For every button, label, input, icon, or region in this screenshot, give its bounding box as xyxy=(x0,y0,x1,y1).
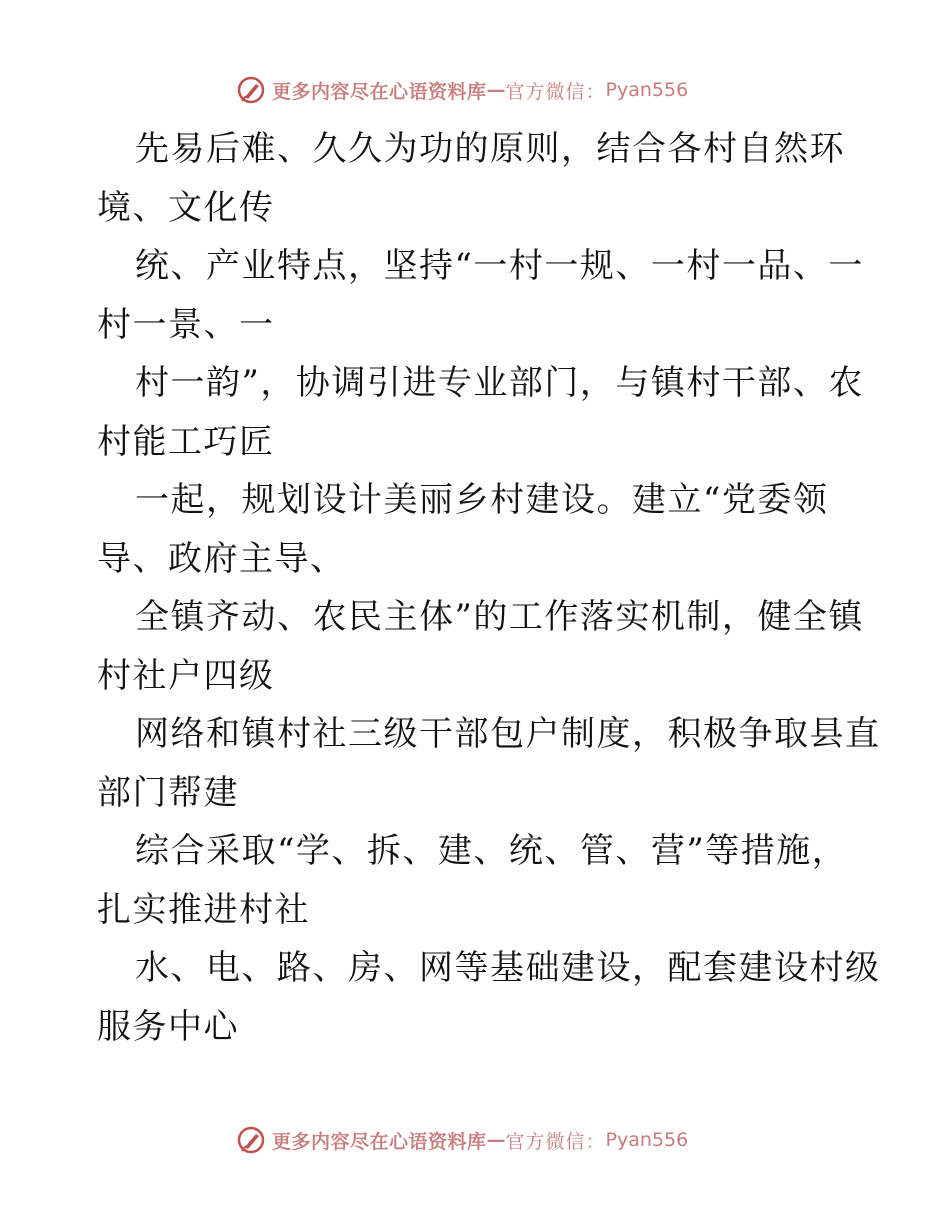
watermark-account-id: Pyan556 xyxy=(605,1129,689,1151)
watermark-dash: — xyxy=(486,79,506,101)
text-line: 一起，规划设计美丽乡村建设。建立“党委领 xyxy=(135,480,829,520)
text-line: 服务中心 xyxy=(97,1006,239,1047)
text-line: 村一景、一 xyxy=(97,304,275,345)
document-body xyxy=(97,120,887,1056)
quill-logo-icon xyxy=(236,1125,266,1155)
text-line: 境、文化传 xyxy=(97,187,275,228)
text-line: 村能工巧匠 xyxy=(97,421,275,462)
quill-logo-icon xyxy=(236,75,266,105)
header-watermark xyxy=(236,73,688,107)
watermark-dash: — xyxy=(486,1129,506,1151)
text-line: 全镇齐动、农民主体”的工作落实机制，健全镇 xyxy=(135,597,864,637)
text-line: 导、政府主导、 xyxy=(97,538,346,579)
text-line: 网络和镇村社三级干部包户制度，积极争取县直 xyxy=(135,714,881,754)
watermark-text: 更多内容尽在心语资料库 xyxy=(272,1130,487,1153)
watermark-account-label: 官方微信： xyxy=(505,1130,606,1153)
text-line: 村社户四级 xyxy=(97,655,275,696)
watermark-account-id: Pyan556 xyxy=(605,79,689,101)
text-line: 扎实推进村社 xyxy=(97,889,310,930)
watermark-account-label: 官方微信： xyxy=(505,80,606,103)
text-line: 村一韵”，协调引进专业部门，与镇村干部、农 xyxy=(135,363,864,403)
text-line: 水、电、路、房、网等基础建设，配套建设村级 xyxy=(135,948,881,988)
text-line: 部门帮建 xyxy=(97,772,239,813)
text-line: 统、产业特点，坚持“一村一规、一村一品、一 xyxy=(135,246,864,286)
text-line: 综合采取“学、拆、建、统、管、营”等措施， xyxy=(135,831,848,871)
footer-watermark xyxy=(236,1123,688,1157)
watermark-text: 更多内容尽在心语资料库 xyxy=(272,80,487,103)
text-line: 先易后难、久久为功的原则，结合各村自然环 xyxy=(135,129,845,169)
